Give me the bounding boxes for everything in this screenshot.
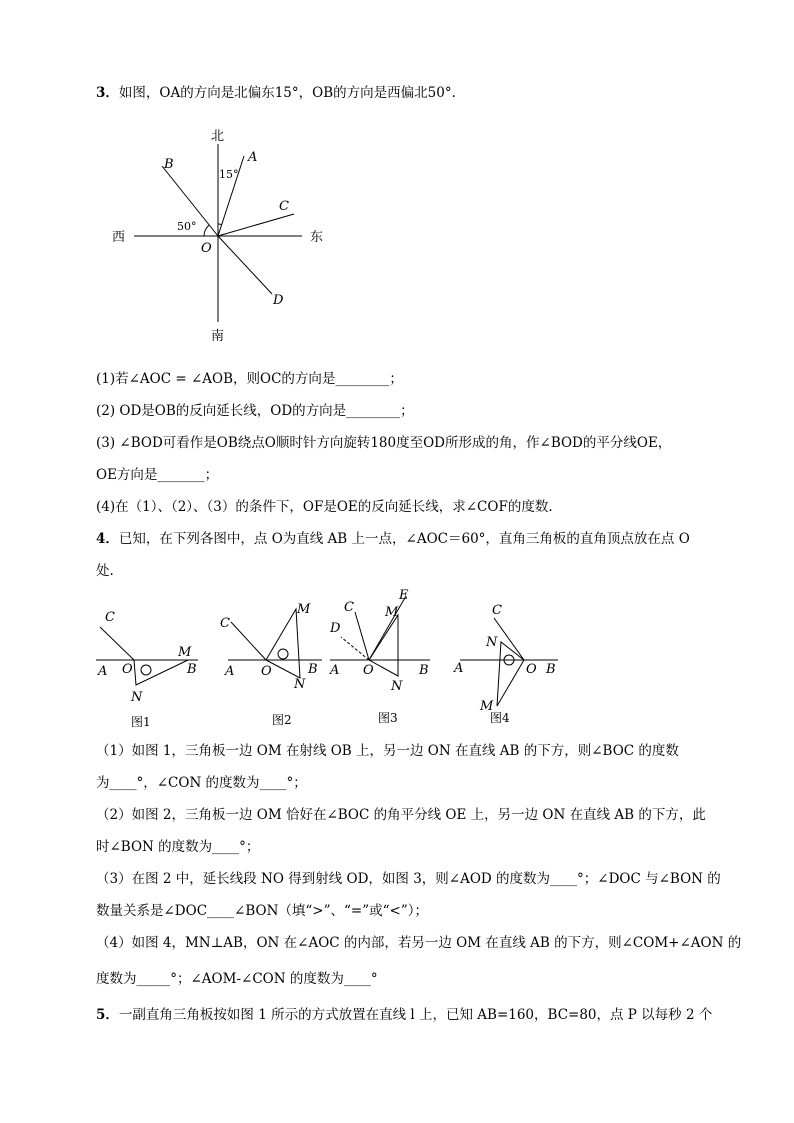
label-M: M — [480, 699, 494, 714]
label-C: C — [105, 610, 115, 625]
label-angle-15: 15° — [219, 168, 239, 181]
label-M: M — [178, 645, 192, 660]
q4-figure-4 — [454, 598, 564, 733]
label-C: C — [492, 603, 502, 618]
label-N: N — [131, 690, 143, 705]
label-O: O — [526, 662, 537, 677]
label-B: B — [419, 663, 429, 678]
label-angle-50: 50° — [177, 220, 197, 233]
label-O: O — [122, 662, 133, 677]
q3-part3b: OE方向是_______； — [96, 467, 219, 483]
label-A: A — [454, 661, 464, 676]
caption-fig1: 图1 — [131, 715, 151, 729]
q4-number: 4． — [96, 531, 119, 547]
q3-part3a: (3) ∠BOD可看作是OB绕点O顺时针方向旋转180度至OD所形成的角，作∠BOD的平分线OE， — [96, 435, 672, 451]
label-A: A — [225, 664, 235, 679]
q3-part1: (1)若∠AOC = ∠AOB，则OC的方向是________； — [96, 371, 403, 387]
label-M: M — [297, 602, 311, 617]
label-B: B — [308, 662, 318, 677]
label-D: D — [273, 293, 284, 308]
label-C: C — [220, 616, 230, 631]
ray-OC — [218, 214, 294, 236]
q4-part2b: 时∠BON 的度数为____°； — [96, 839, 260, 855]
q4-figure-2 — [218, 600, 328, 730]
angle-arc-50 — [204, 225, 209, 236]
q4-figure-3 — [326, 584, 446, 725]
label-C: C — [344, 600, 354, 615]
angle-arc-15 — [218, 224, 222, 225]
q5-number: 5． — [96, 1007, 119, 1023]
label-west: 西 — [112, 230, 126, 245]
ray-OC — [100, 627, 134, 660]
ray-OD-dashed — [341, 637, 369, 660]
q4-part4a: （4）如图 4，MN⊥AB，ON 在∠AOC 的内部，若另一边 OM 在直线 AB 的下方，则∠COM+∠AON 的 — [96, 935, 742, 951]
q5-title — [96, 1006, 712, 1024]
label-M: M — [385, 605, 399, 620]
label-B: B — [546, 662, 556, 677]
label-south: 南 — [211, 329, 225, 344]
q3-title — [96, 84, 456, 102]
q4-part1b: 为____°，∠CON 的度数为____°； — [96, 775, 307, 791]
q4-part2a: （2）如图 2，三角板一边 OM 恰好在∠BOC 的角平分线 OE 上，另一边 ON 在直线 AB 的下方，此 — [96, 807, 706, 823]
q3-title-text: 如图，OA的方向是北偏东15°，OB的方向是西偏北50°. — [118, 85, 456, 101]
q5-title-text: 一副直角三角板按如图 1 所示的方式放置在直线 l 上，已知 AB=160，BC=80，点 P 以每秒 2 个 — [118, 1007, 713, 1023]
label-O: O — [201, 241, 212, 256]
triangle-hole — [278, 649, 288, 659]
q3-compass-figure — [100, 118, 340, 348]
label-B: B — [187, 662, 197, 677]
q3-part2: (2) OD是OB的反向延长线，OD的方向是________； — [96, 403, 414, 419]
q4-title-b: 处. — [96, 563, 114, 579]
label-O: O — [363, 663, 374, 678]
caption-fig2: 图2 — [272, 713, 292, 727]
label-A: A — [248, 150, 258, 165]
q4-part3b: 数量关系是∠DOC____∠BON（填“>”、“=”或“<”）； — [96, 903, 428, 919]
q4-title-text: 已知，在下列各图中，点 O为直线 AB 上一点，∠AOC＝60°，直角三角板的直角顶点放在点 O — [118, 531, 690, 547]
q3-number: 3． — [96, 85, 119, 101]
q4-figure-1 — [96, 600, 206, 730]
caption-fig3: 图3 — [378, 711, 398, 725]
label-north: 北 — [211, 129, 225, 144]
label-D: D — [330, 621, 341, 636]
label-E: E — [399, 588, 409, 603]
q3-part4: (4)在（1）、（2）、（3）的条件下，OF是OE的反向延长线，求∠COF的度数. — [96, 499, 553, 515]
ray-OD — [218, 236, 272, 294]
q4-part1a: （1）如图 1，三角板一边 OM 在射线 OB 上，另一边 ON 在直线 AB 的下方，则∠BOC 的度数 — [96, 743, 679, 759]
ray-OC — [231, 622, 266, 660]
label-A: A — [330, 663, 340, 678]
label-east: 东 — [310, 230, 324, 245]
q4-part4b: 度数为_____°；∠AOM-∠CON 的度数为____° — [96, 971, 378, 987]
label-N: N — [294, 677, 306, 692]
triangle-plate — [497, 642, 524, 706]
label-N: N — [486, 635, 498, 650]
q4-part3a: （3）在图 2 中，延长线段 NO 得到射线 OD，如图 3，则∠AOD 的度数为____°；∠DOC 与∠BON 的 — [96, 871, 721, 887]
q4-title-a — [96, 530, 690, 548]
ray-OC — [494, 618, 524, 660]
ray-OC — [355, 612, 369, 660]
label-A: A — [98, 664, 108, 679]
label-N: N — [391, 679, 403, 694]
caption-fig4: 图4 — [490, 711, 510, 725]
label-C: C — [279, 199, 289, 214]
triangle-hole — [141, 665, 151, 675]
label-B: B — [164, 157, 174, 172]
label-O: O — [261, 664, 272, 679]
